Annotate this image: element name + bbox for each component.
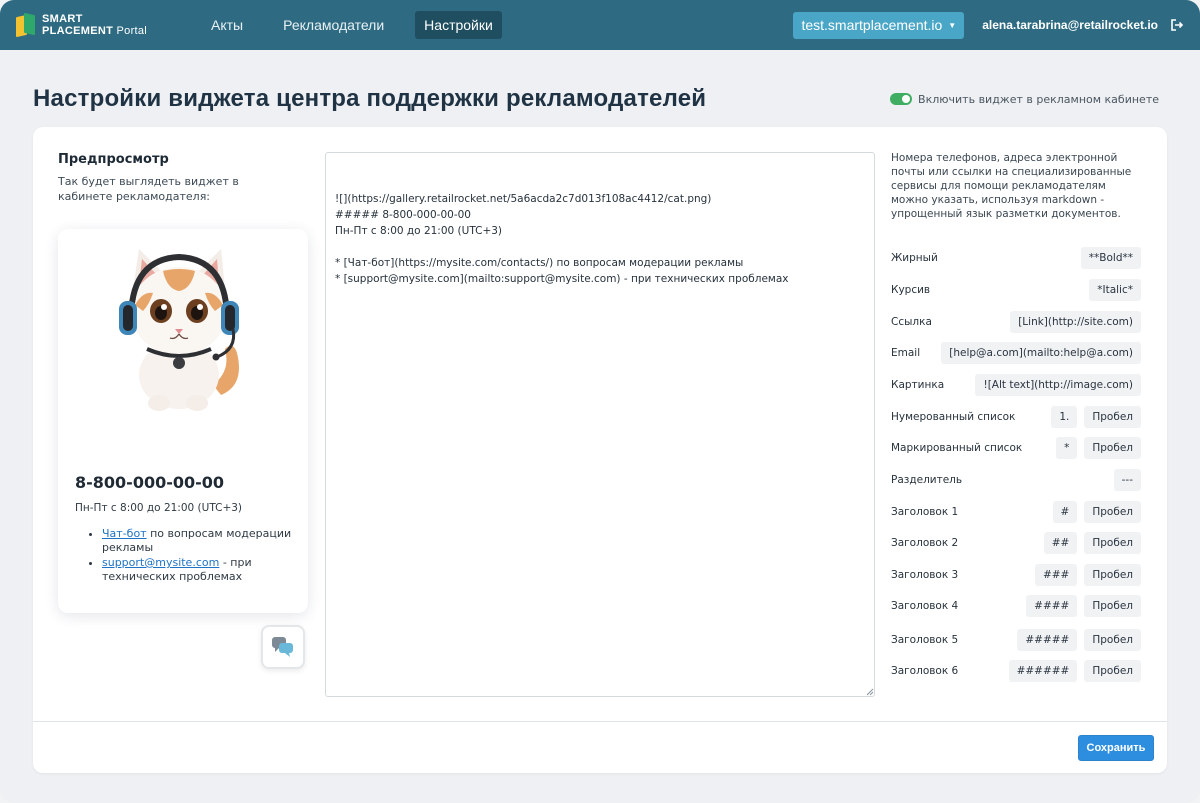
resize-grip-icon[interactable] bbox=[866, 688, 874, 696]
syntax-chip: ##### bbox=[1017, 629, 1077, 651]
syntax-chip: Пробел bbox=[1084, 629, 1141, 651]
widget-phone: 8-800-000-00-00 bbox=[75, 473, 225, 492]
syntax-row bbox=[891, 469, 1141, 491]
nav-item[interactable]: Настройки bbox=[415, 11, 502, 39]
syntax-row bbox=[891, 660, 1141, 682]
syntax-chip: ### bbox=[1035, 564, 1077, 586]
markdown-editor[interactable]: ![](https://gallery.retailrocket.net/5a6acda2c7d013f108ac4412/cat.png) ##### 8-800-000-00-00 Пн-Пт с 8:00 до 21:00 (UTC+3) * [Чат-бот](https://mysite.com/contacts/) по вопросам модерации рекламы * [support@mysite.com](mailto:support@mysite.com) - при технических проблемах bbox=[325, 152, 875, 697]
syntax-chip: Пробел bbox=[1084, 501, 1141, 523]
syntax-chip: ###### bbox=[1009, 660, 1078, 682]
syntax-row bbox=[891, 342, 1141, 364]
syntax-chip: # bbox=[1053, 501, 1078, 523]
syntax-label: Email bbox=[891, 347, 921, 359]
syntax-label: Заголовок 3 bbox=[891, 569, 959, 581]
widget-contact-item bbox=[102, 556, 295, 584]
syntax-label: Курсив bbox=[891, 284, 931, 296]
markdown-help-text: Номера телефонов, адреса электронной почты или ссылки на специализированные сервисы для помощи рекламодателям можно указать, используя markdown - упрощенный язык разметки документов. bbox=[891, 152, 1132, 220]
syntax-chip: Пробел bbox=[1084, 595, 1141, 617]
save-button[interactable]: Сохранить bbox=[1078, 735, 1154, 761]
cat-with-headset-image bbox=[113, 245, 253, 415]
syntax-chip: Пробел bbox=[1084, 564, 1141, 586]
syntax-label: Картинка bbox=[891, 379, 945, 391]
user-email[interactable]: alena.tarabrina@retailrocket.io bbox=[982, 18, 1158, 32]
nav-item[interactable]: Акты bbox=[211, 17, 244, 33]
syntax-chip: [Link](http://site.com) bbox=[1010, 311, 1141, 333]
syntax-chip: Пробел bbox=[1084, 660, 1141, 682]
syntax-chip: Пробел bbox=[1084, 437, 1141, 459]
preview-subtitle: Так будет выглядеть виджет в кабинете рекламодателя: bbox=[58, 175, 239, 203]
syntax-row bbox=[891, 629, 1141, 651]
syntax-row bbox=[891, 532, 1141, 554]
syntax-label: Заголовок 2 bbox=[891, 537, 959, 549]
main-nav bbox=[202, 11, 520, 39]
widget-hours: Пн-Пт с 8:00 до 21:00 (UTC+3) bbox=[75, 502, 243, 514]
syntax-label: Заголовок 6 bbox=[891, 665, 959, 677]
syntax-label: Заголовок 5 bbox=[891, 634, 959, 646]
syntax-chip: --- bbox=[1114, 469, 1141, 491]
syntax-chip: ## bbox=[1044, 532, 1078, 554]
syntax-row bbox=[891, 406, 1141, 428]
widget-contact-item bbox=[102, 527, 295, 555]
syntax-label: Жирный bbox=[891, 252, 938, 264]
nav-item[interactable]: Рекламодатели bbox=[283, 17, 385, 33]
syntax-label: Маркированный список bbox=[891, 442, 1023, 454]
syntax-row bbox=[891, 374, 1141, 396]
widget-preview bbox=[58, 229, 308, 613]
widget-contact-link[interactable]: Чат-бот bbox=[102, 527, 147, 540]
settings-card bbox=[33, 127, 1167, 773]
top-navbar bbox=[0, 0, 1200, 50]
chat-bubbles-icon bbox=[271, 636, 295, 658]
chat-widget-button[interactable] bbox=[261, 625, 305, 669]
syntax-label: Заголовок 4 bbox=[891, 600, 959, 612]
syntax-label: Нумерованный список bbox=[891, 411, 1016, 423]
card-divider bbox=[33, 721, 1167, 722]
logout-icon[interactable] bbox=[1170, 18, 1184, 32]
syntax-row bbox=[891, 595, 1141, 617]
widget-contact-list bbox=[90, 527, 295, 585]
widget-contact-text: - при технических проблемах bbox=[102, 556, 252, 583]
syntax-chip: **Bold** bbox=[1081, 247, 1141, 269]
syntax-chip: Пробел bbox=[1084, 532, 1141, 554]
domain-select[interactable] bbox=[793, 12, 964, 39]
syntax-chip: 1. bbox=[1051, 406, 1077, 428]
syntax-row bbox=[891, 501, 1141, 523]
syntax-row bbox=[891, 247, 1141, 269]
syntax-label: Заголовок 1 bbox=[891, 506, 959, 518]
syntax-chip: Пробел bbox=[1084, 406, 1141, 428]
logo-line2: PLACEMENT bbox=[42, 25, 114, 37]
syntax-row bbox=[891, 564, 1141, 586]
syntax-label: Разделитель bbox=[891, 474, 963, 486]
logo-portal: Portal bbox=[116, 25, 148, 37]
logo[interactable] bbox=[16, 12, 202, 38]
widget-contact-link[interactable]: support@mysite.com bbox=[102, 556, 220, 569]
enable-widget-label[interactable]: Включить виджет в рекламном кабинете bbox=[918, 92, 1159, 106]
syntax-chip: [help@a.com](mailto:help@a.com) bbox=[941, 342, 1141, 364]
syntax-chip: *Italic* bbox=[1089, 279, 1141, 301]
syntax-chip: * bbox=[1056, 437, 1077, 459]
widget-contact-text: по вопросам модерации рекламы bbox=[102, 527, 292, 554]
page-title: Настройки виджета центра поддержки рекламодателей bbox=[33, 85, 707, 112]
logo-line1: SMART bbox=[42, 13, 83, 25]
logo-mark-icon bbox=[16, 12, 36, 38]
syntax-row bbox=[891, 279, 1141, 301]
syntax-chip: ![Alt text](http://image.com) bbox=[975, 374, 1141, 396]
enable-widget-toggle[interactable] bbox=[890, 93, 912, 105]
syntax-row bbox=[891, 311, 1141, 333]
syntax-label: Ссылка bbox=[891, 316, 932, 328]
chevron-down-icon: ▼ bbox=[948, 20, 957, 30]
domain-select-value: test.smartplacement.io bbox=[801, 17, 943, 33]
syntax-row bbox=[891, 437, 1141, 459]
syntax-chip: #### bbox=[1026, 595, 1077, 617]
title-row bbox=[33, 82, 1159, 116]
preview-title: Предпросмотр bbox=[58, 152, 169, 167]
widget-toggle-row bbox=[890, 93, 1159, 106]
logo-text bbox=[42, 13, 147, 37]
